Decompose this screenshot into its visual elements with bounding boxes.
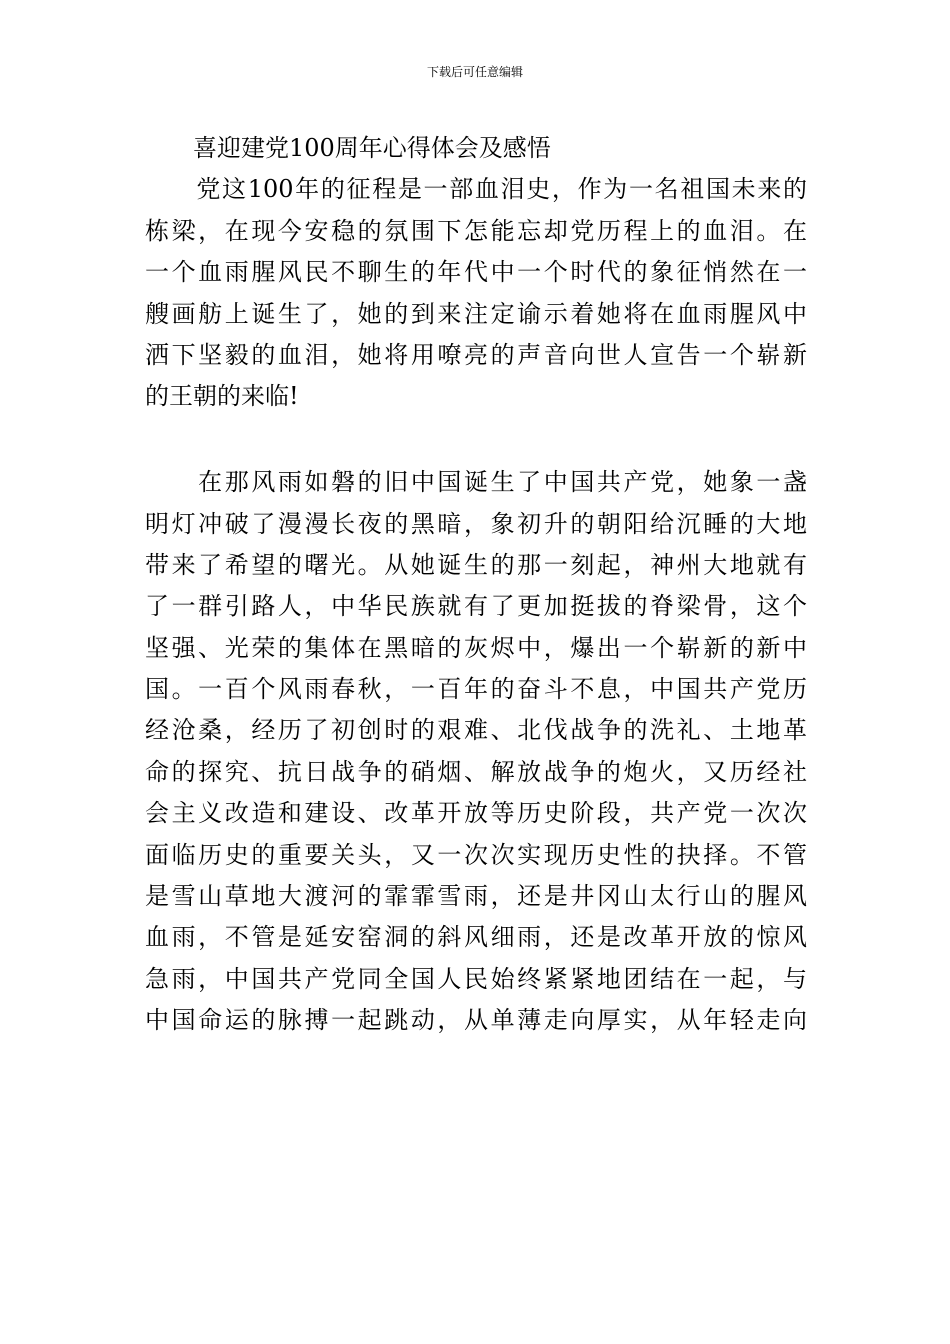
paragraph-line: 国。一百个风雨春秋，一百年的奋斗不息，中国共产党历 [145,675,807,704]
paragraph-line: 中国命运的脉搏一起跳动，从单薄走向厚实，从年轻走向 [145,1006,807,1035]
paragraph-line: 明灯冲破了漫漫长夜的黑暗，象初升的朝阳给沉睡的大地 [145,509,807,538]
paragraph-2 [145,462,807,1041]
paragraph-line: 坚强、光荣的集体在黑暗的灰烬中，爆出一个崭新的新中 [145,633,807,662]
paragraph-1 [145,169,807,417]
paragraph-line: 面临历史的重要关头，又一次次实现历史性的抉择。不管 [145,840,807,869]
paragraph-line: 急雨，中国共产党同全国人民始终紧紧地团结在一起，与 [145,964,807,993]
paragraph-line: 是雪山草地大渡河的霏霏雪雨，还是井冈山太行山的腥风 [145,882,807,911]
paragraph-line: 艘画舫上诞生了，她的到来注定谕示着她将在血雨腥风中 [145,299,807,328]
paragraph-line: 栋梁，在现今安稳的氛围下怎能忘却党历程上的血泪。在 [145,216,807,245]
paragraph-line: 一个血雨腥风民不聊生的年代中一个时代的象征悄然在一 [145,258,807,287]
paragraph-line: 在那风雨如磐的旧中国诞生了中国共产党，她象一盏 [145,468,807,497]
paragraph-line: 的王朝的来临! [145,382,299,411]
paragraph-line: 血雨，不管是延安窑洞的斜风细雨，还是改革开放的惊风 [145,923,807,952]
page-header: 下载后可任意编辑 [426,65,523,79]
document-title: 喜迎建党100周年心得体会及感悟 [193,134,551,162]
paragraph-line: 带来了希望的曙光。从她诞生的那一刻起，神州大地就有 [145,550,807,579]
paragraph-line: 会主义改造和建设、改革开放等历史阶段，共产党一次次 [145,799,807,828]
document-body [145,128,807,1042]
paragraph-line: 党这100年的征程是一部血泪史，作为一名祖国未来的 [145,175,807,204]
paragraph-spacer [145,418,807,462]
paragraph-line: 经沧桑，经历了初创时的艰难、北伐战争的洗礼、土地革 [145,716,807,745]
paragraph-line: 洒下坚毅的血泪，她将用嘹亮的声音向世人宣告一个崭新 [145,340,807,369]
paragraph-line: 命的探究、抗日战争的硝烟、解放战争的炮火，又历经社 [145,757,807,786]
paragraph-line: 了一群引路人，中华民族就有了更加挺拔的脊梁骨，这个 [145,592,807,621]
